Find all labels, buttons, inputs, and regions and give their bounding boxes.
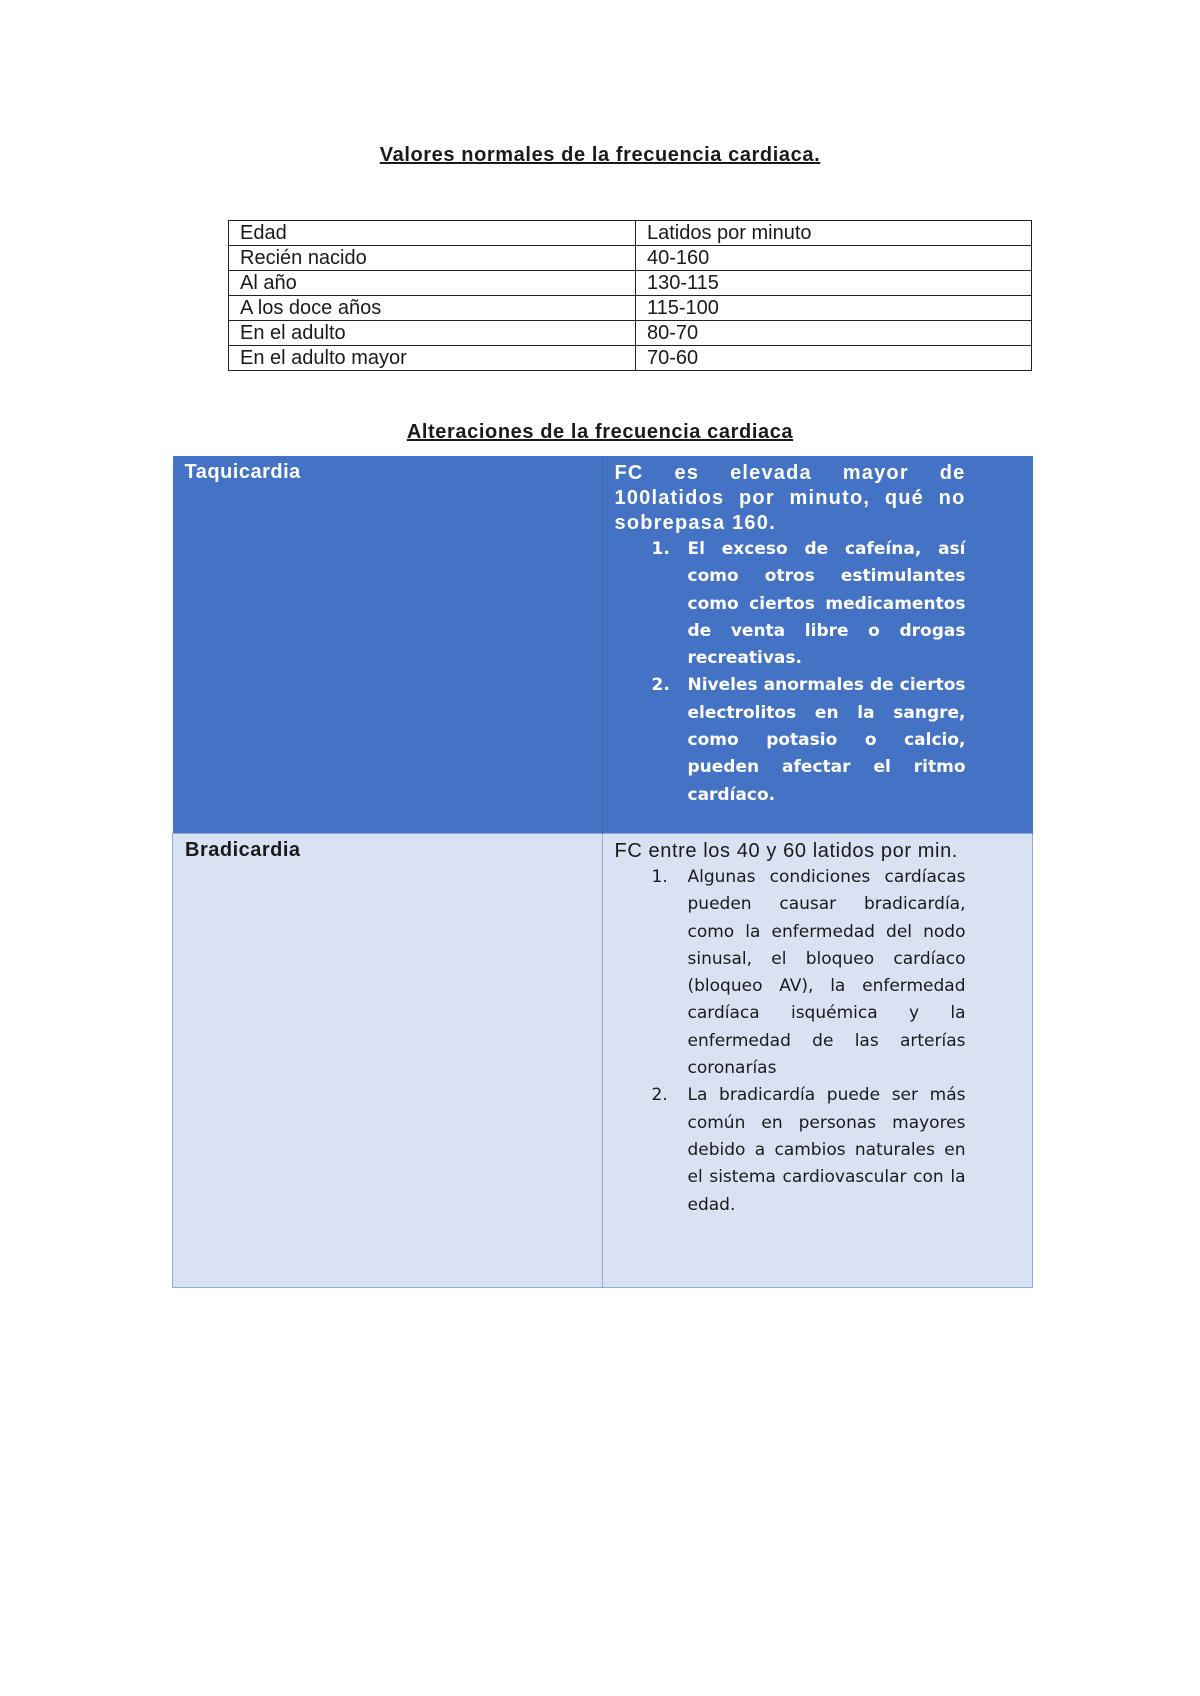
header-bpm: Latidos por minuto [636,221,1032,246]
bradycardia-intro: FC entre los 40 y 60 latidos por min. [614,840,958,862]
list-number: 1. [651,867,668,887]
table-row [229,296,1032,321]
bradycardia-name-cell [173,834,603,1288]
tachycardia-row [173,456,1033,834]
list-item [615,864,966,1082]
tachycardia-detail-cell [602,456,1033,834]
list-item [615,672,966,808]
table-row [229,321,1032,346]
table-row [229,271,1032,296]
bradycardia-detail-cell [602,834,1033,1288]
list-number: 1. [651,539,670,559]
tachycardia-intro: FC es elevada mayor de 100latidos por minuto, qué no sobrepasa 160. [614,462,966,534]
heart-rate-title: Valores normales de la frecuencia cardiaca. [379,144,821,166]
alterations-title: Alteraciones de la frecuencia cardiaca [406,421,794,443]
age-cell: En el adulto [229,321,636,346]
bpm-cell: 130-115 [636,271,1032,296]
list-number: 2. [651,1085,668,1106]
tachycardia-name-cell [173,456,603,834]
tachycardia-name: Taquicardia [184,461,301,483]
bpm-cell: 80-70 [636,321,1032,346]
list-item-text: El exceso de cafeína, así como otros estimulantes como ciertos medicamentos de venta libre o drogas recreativas. [687,539,966,669]
age-cell: Al año [229,271,636,296]
list-item [615,1082,966,1218]
bpm-cell: 40-160 [636,246,1032,271]
table-row [229,346,1032,371]
list-item-text: La bradicardía puede ser más común en personas mayores debido a cambios naturales en el sistema cardiovascular con la edad. [687,1085,966,1215]
header-age: Edad [229,221,636,246]
age-cell: A los doce años [229,296,636,321]
table-row [229,246,1032,271]
list-number: 2. [651,675,670,696]
alterations-table [172,456,1033,1288]
heart-rate-table [228,220,1032,371]
list-item-text: Niveles anormales de ciertos electrolitos en la sangre, como potasio o calcio, pueden afectar el ritmo cardíaco. [687,675,966,805]
bpm-cell: 70-60 [636,346,1032,371]
age-cell: Recién nacido [229,246,636,271]
bpm-cell: 115-100 [636,296,1032,321]
bradycardia-name: Bradicardia [185,839,301,861]
table-header-row [229,221,1032,246]
bradycardia-row [173,834,1033,1288]
tachycardia-causes-list [615,536,966,809]
bradycardia-causes-list [615,864,966,1219]
age-cell: En el adulto mayor [229,346,636,371]
list-item [615,536,966,672]
list-item-text: Algunas condiciones cardíacas pueden causar bradicardía, como la enfermedad del nodo sinusal, el bloqueo cardíaco (bloqueo AV), la enfermedad cardíaca isquémica y la enfermedad de las arterías coronarías [687,867,966,1079]
